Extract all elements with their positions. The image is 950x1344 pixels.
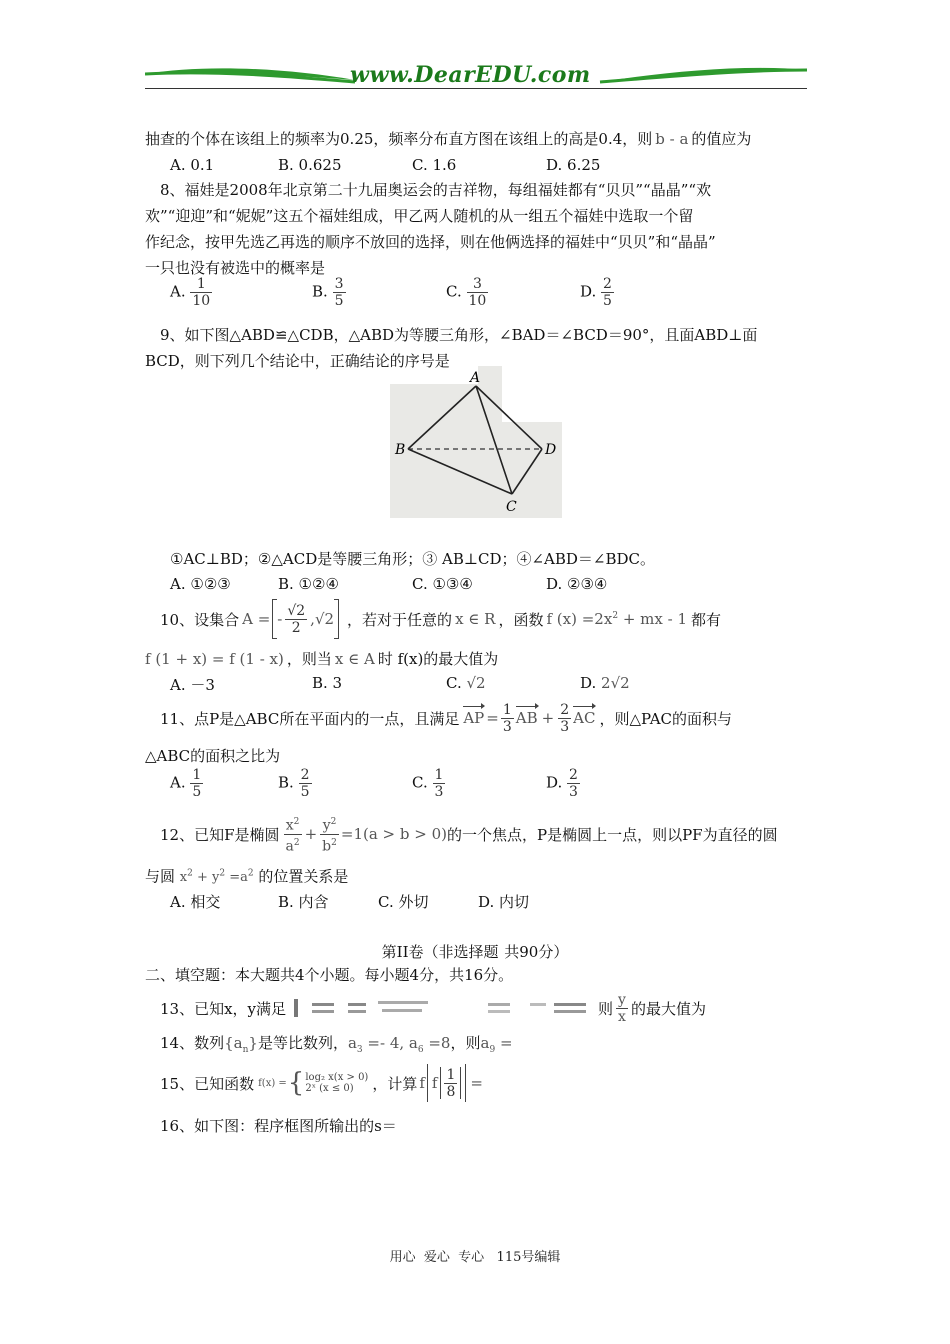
q7-stem: 抽查的个体在该组上的频率为0.25，频率分布直方图在该组上的高是0.4，则 b - a 的值应为 [145,130,752,148]
q9-line-1: 9、如下图△ABD≌△CDB，△ABD为等腰三角形，∠BAD＝∠BCD＝90°，且面ABD⊥面 [160,326,758,344]
q13-line: 13、已知x，y满足 则 $\frac{y}{x}$ 的最大值为 [160,991,706,1025]
q8-option-d: D. $\frac{2}{5}$ [580,276,612,309]
section-2-heading: 二、填空题：本大题共4个小题。每小题4分，共16分。 [145,966,514,984]
q12-option-a: A. 相交 [170,893,221,911]
tetrahedron-figure [390,366,562,518]
q12-line-1: 12、已知F是椭圆 $\frac{x^2}{a^2}$ + $\frac{y^2}{b^2}$ =1(a > b > 0) 的一个焦点，P是椭圆上一点，则以PF为直径的圆 [160,812,778,856]
q12-option-c: C. 外切 [378,893,429,911]
q11-option-b: B. $\frac{2}{5}$ [278,767,310,800]
q9-option-d: D. ②③④ [546,575,608,593]
q11-option-a: A. $\frac{1}{5}$ [170,767,202,800]
vertex-label-a: A [470,370,481,386]
vertex-label-c: C [506,499,517,515]
q12-option-b: B. 内含 [278,893,329,911]
q10-option-c: C. √2 [446,674,486,692]
q12-option-d: D. 内切 [478,893,530,911]
part-ii-heading: 第II卷（非选择题 共90分） [381,943,569,961]
q9-option-b: B. ①②④ [278,575,339,593]
tetrahedron-diagram [390,366,562,518]
q10-option-b: B. 3 [312,674,343,692]
q10-line-2: f (1 + x) = f (1 - x) ，则当 x ∈ A 时 f(x)的最大值为 [145,650,499,668]
q16-line: 16、如下图：程序框图所输出的s＝ [160,1117,397,1135]
q9-line-2: BCD，则下列几个结论中，正确结论的序号是 [145,352,450,370]
q8-line-1: 8、福娃是2008年北京第二十九届奥运会的吉祥物，每组福娃都有“贝贝”“晶晶”“欢 [160,181,712,199]
q8-line-2: 欢”“迎迎”和“妮妮”这五个福娃组成，甲乙两人随机的从一组五个福娃中选取一个留 [145,207,694,225]
q8-line-3: 作纪念，按甲先选乙再选的顺序不放回的选择，则在他俩选择的福娃中“贝贝”和“晶晶” [145,233,716,251]
q9-statements: ①AC⊥BD；②△ACD是等腰三角形；③ AB⊥CD；④∠ABD＝∠BDC。 [170,550,656,568]
q10-option-a: A. －3 [170,676,215,694]
q9-option-a: A. ①②③ [170,575,231,593]
page-footer: 用心 爱心 专心 115号编辑 [389,1250,561,1265]
q10-option-d: D. 2√2 [580,674,630,692]
q14-line: 14、数列$\{a_n\}$是等比数列，$a_3 =- 4$, $a_6 =8$，则$a_9$ = [160,1034,513,1055]
q7-option-b: B. 0.625 [278,156,342,174]
q15-line: 15、已知函数 f(x) = { log₂ x(x > 0) 2ˣ (x ≤ 0) ，计算 f f $\frac{1}{8}$ = [160,1062,483,1104]
q8-line-4: 一只也没有被选中的概率是 [145,259,326,277]
q11-option-c: C. $\frac{1}{3}$ [412,767,444,800]
vertex-label-d: D [545,442,557,458]
q11-line-1: 11、点P是△ABC所在平面内的一点，且满足 AP = $\frac{1}{3}$ AB + $\frac{2}{3}$ AC ，则△PAC的面积与 [160,701,732,735]
q7-option-a: A. 0.1 [170,156,215,174]
q8-option-a: A. $\frac{1}{10}$ [170,276,211,309]
q7-option-c: C. 1.6 [412,156,457,174]
q12-line-2: 与圆 $x^2 + y^2 =a^2$ 的位置关系是 [145,867,349,886]
q10-line-1: 10、设集合 A = - $\frac{√2}{2}$ ,√2 ，若对于任意的 x ∈ R ，函数 f $(x) =2x^2$ + mx - 1 都有 [160,597,721,641]
header-rule [145,88,807,89]
vertex-label-b: B [395,442,406,458]
q8-option-c: C. $\frac{3}{10}$ [446,276,487,309]
site-logo: www.DearEDU.com [350,62,591,88]
q11-line-2: △ABC的面积之比为 [145,747,281,765]
q7-option-d: D. 6.25 [546,156,601,174]
q11-option-d: D. $\frac{2}{3}$ [546,767,578,800]
q9-option-c: C. ①③④ [412,575,473,593]
q8-option-b: B. $\frac{3}{5}$ [312,276,344,309]
constraint-system-image [292,997,592,1019]
